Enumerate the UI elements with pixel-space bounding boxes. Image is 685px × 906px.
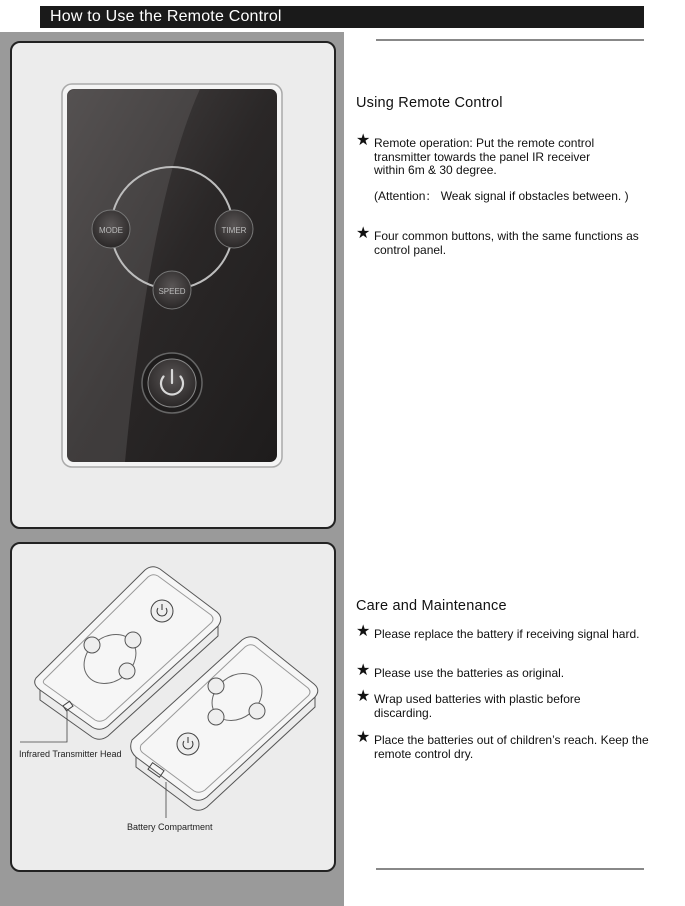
bullet-text: Remote operation: Put the remote control transmitter towards the panel IR receiver within 6m & 30 degree. <box>374 136 595 177</box>
star-icon: ★ <box>356 132 371 149</box>
page-title: How to Use the Remote Control <box>40 6 644 28</box>
attention-note: (Attention： Weak signal if obstacles between. ) <box>374 189 629 203</box>
bullet-four-buttons <box>356 225 661 257</box>
care-item-text: Please use the batteries as original. <box>374 666 565 680</box>
top-divider <box>376 39 644 41</box>
care-item <box>356 729 661 761</box>
infrared-label: Infrared Transmitter Head <box>19 749 122 759</box>
speed-label: SPEED <box>158 287 186 296</box>
star-icon: ★ <box>356 729 371 746</box>
care-heading: Care and Maintenance <box>356 598 507 614</box>
care-item-text: Please replace the battery if receiving signal hard. <box>374 627 640 641</box>
battery-label: Battery Compartment <box>127 822 213 832</box>
star-icon: ★ <box>356 623 371 640</box>
star-icon: ★ <box>356 662 371 679</box>
care-item <box>356 623 661 642</box>
bottom-divider <box>376 868 644 870</box>
care-item-text: Place the batteries out of children’s reach. Keep the remote control dry. <box>374 733 649 761</box>
timer-label: TIMER <box>221 226 247 235</box>
care-item <box>356 688 661 720</box>
bullet-remote-operation <box>356 132 661 178</box>
mode-label: MODE <box>99 226 123 235</box>
care-item <box>356 662 661 681</box>
using-heading: Using Remote Control <box>356 95 503 111</box>
star-icon: ★ <box>356 225 371 242</box>
bullet-text: Four common buttons, with the same functions as control panel. <box>374 229 639 257</box>
star-icon: ★ <box>356 688 371 705</box>
care-item-text: Wrap used batteries with plastic before discarding. <box>374 692 581 720</box>
